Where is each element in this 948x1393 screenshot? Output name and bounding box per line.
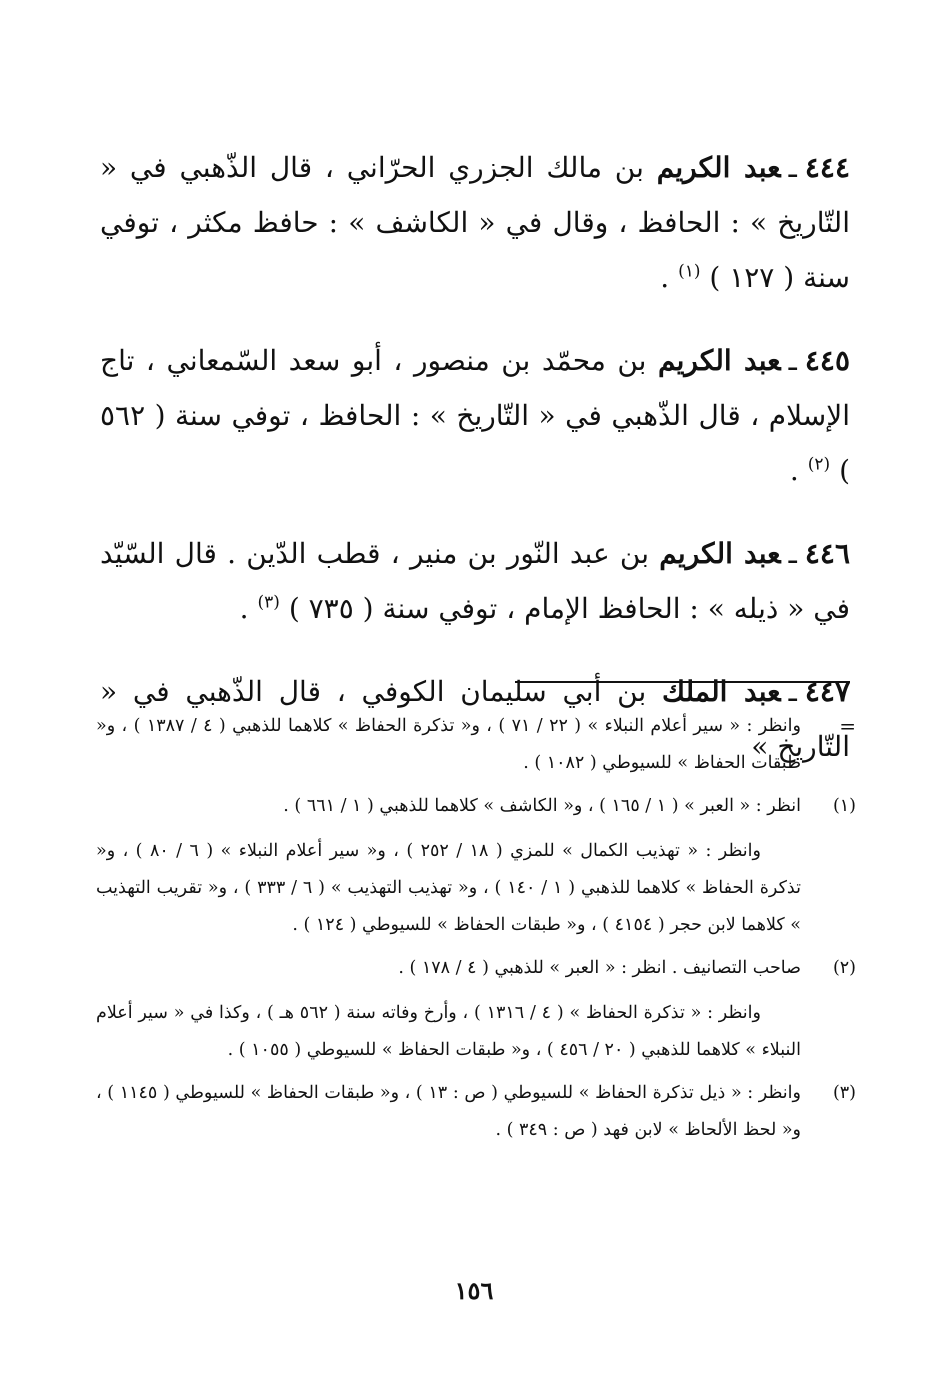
- footnote-separator: [515, 681, 850, 683]
- footnote-reference: (٢): [807, 454, 831, 475]
- entry-number: ٤٤٦: [804, 537, 850, 570]
- entry-end: .: [239, 592, 258, 625]
- footnote-1: [96, 788, 856, 825]
- footnote-marker: (١): [832, 796, 856, 816]
- footnote-continuation: [96, 708, 856, 782]
- entry-name: عبد الكريم: [659, 537, 781, 570]
- footnote-text: وانظر : « ذيل تذكرة الحفاظ » للسيوطي ( ص : ١٣ ) ، و« طبقات الحفاظ » للسيوطي ( ١١٤٥ ) ، و« لحظ الألحاظ » لابن فهد ( ص : ٣٤٩ ) .: [96, 1083, 801, 1140]
- biography-entries: [100, 112, 850, 792]
- entry-text: بن مالك الجزري الحرّاني ، قال الذّهبي في « التّاريخ » : الحافظ ، وقال في « الكاشف » : حافظ مكثر ، توفي سنة ( ١٢٧ ): [100, 151, 850, 294]
- entry-end: .: [660, 261, 679, 294]
- footnote-marker: (٣): [832, 1083, 856, 1103]
- page-number: ١٥٦: [454, 1276, 494, 1305]
- footnote-text: صاحب التصانيف . انظر : « العبر » للذهبي ( ٤ / ١٧٨ ) .: [398, 958, 801, 978]
- footnote-reference: (١): [678, 261, 701, 282]
- footnotes: [96, 708, 856, 1155]
- entry-446: [100, 526, 850, 636]
- entry-444: [100, 140, 850, 305]
- footnote-text: انظر : « العبر » ( ١ / ١٦٥ ) ، و« الكاشف » كلاهما للذهبي ( ١ / ٦٦١ ) .: [283, 796, 801, 816]
- entry-text: بن محمّد بن منصور ، أبو سعد السّمعاني ، تاج الإسلام ، قال الذّهبي في « التّاريخ » : الحافظ ، توفي سنة ( ٥٦٢ ): [100, 344, 850, 487]
- footnote-2-extra: وانظر : « تذكرة الحفاظ » ( ٤ / ١٣١٦ ) ، وأرخ وفاته سنة ( ٥٦٢ هـ ) ، وكذا في « سير أعلام النبلاء » كلاهما للذهبي ( ٢٠ / ٤٥٦ ) ، و« طبقات الحفاظ » للسيوطي ( ١٠٥٥ ) .: [96, 1003, 801, 1060]
- entry-dash: ـ: [788, 675, 797, 708]
- entry-name: عبد الكريم: [656, 151, 781, 184]
- footnote-text: وانظر : « سير أعلام النبلاء » ( ٢٢ / ٧١ ) ، و« تذكرة الحفاظ » كلاهما للذهبي ( ٤ / ١٣٨٧ ) ، و« طبقات الحفاظ » للسيوطي ( ١٠٨٢ ) .: [96, 716, 801, 773]
- footnote-3: [96, 1075, 856, 1149]
- entry-text: بن أبي سليمان الكوفي ، قال الذّهبي في « التّاريخ »: [100, 675, 850, 763]
- entry-dash: ـ: [788, 537, 797, 570]
- entry-text: بن عبد النّور بن منير ، قطب الدّين . قال السّيّد في « ذيله » : الحافظ الإمام ، توفي سنة ( ٧٣٥ ): [100, 537, 850, 625]
- entry-name: عبد الكريم: [657, 344, 781, 377]
- footnote-marker: (٢): [832, 958, 856, 978]
- footnote-reference: (٣): [257, 592, 280, 613]
- entry-number: ٤٤٤: [804, 151, 850, 184]
- entry-number: ٤٤٥: [804, 344, 850, 377]
- entry-end: .: [789, 454, 808, 487]
- footnote-marker: =: [839, 714, 856, 738]
- entry-number: ٤٤٧: [804, 675, 850, 708]
- entry-dash: ـ: [788, 151, 797, 184]
- entry-dash: ـ: [788, 344, 797, 377]
- footnote-1-extra: وانظر : « تهذيب الكمال » للمزي ( ١٨ / ٢٥٢ ) ، و« سير أعلام النبلاء » ( ٦ / ٨٠ ) ، و« تذكرة الحفاظ » كلاهما للذهبي ( ١ / ١٤٠ ) ، و« تهذيب التهذيب » ( ٦ / ٣٣٣ ) ، و« تقريب التهذيب » كلاهما لابن حجر ( ٤١٥٤ ) ، و« طبقات الحفاظ » للسيوطي ( ١٢٤ ) .: [96, 841, 801, 935]
- entry-445: [100, 333, 850, 498]
- footnote-2: [96, 950, 856, 987]
- entry-name: عبد الملك: [662, 675, 781, 708]
